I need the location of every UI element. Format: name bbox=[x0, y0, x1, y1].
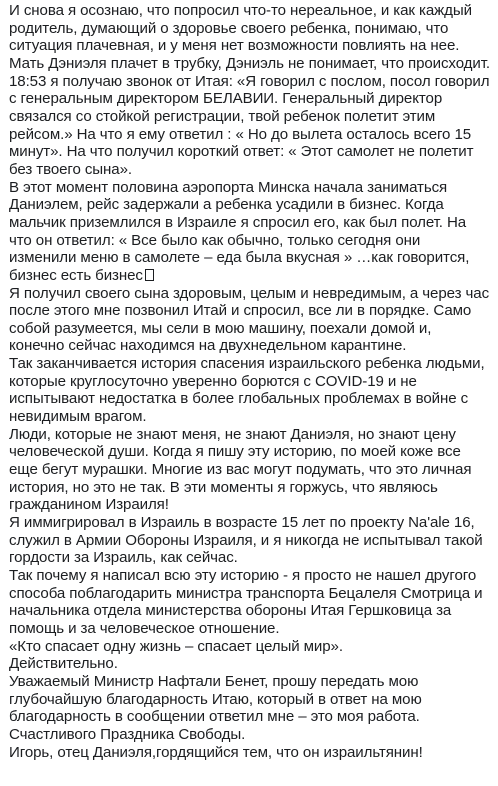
post-paragraph: Так заканчивается история спасения израильского ребенка людьми, которые круглосуточно уверенно борются с COVID-19 и не испытывают недостатка в более глобальных проблемах в войне с невидимым врагом. bbox=[9, 355, 485, 426]
post-signature: Игорь, отец Даниэля,гордящийся тем, что он израильтянин! bbox=[9, 743, 423, 761]
post-paragraph: 18:53 я получаю звонок от Итая: «Я говорил с послом, посол говорил с генеральным директором БЕЛАВИИ. Генеральный директор связался со стойкой регистрации, твой ребенок полетит этим рейсом.» На что я ему ответил : « Но до вылета осталось всего 15 минут». На что получил короткий ответ: « Этот самолет не полетит без твоего сына». bbox=[9, 72, 490, 178]
post-paragraph: Я иммигрировал в Израиль в возрасте 15 лет по проекту Na'ale 16, служил в Армии Обороны Израиля, и я никогда не испытывал такой гордости за Израиль, как сейчас. bbox=[9, 514, 483, 567]
post-greeting: Счастливого Праздника Свободы. bbox=[9, 725, 246, 743]
missing-emoji-icon bbox=[145, 269, 154, 281]
post-paragraph: Уважаемый Министр Нафтали Бенет, прошу передать мою глубочайшую благодарность Итаю, который в ответ на мою благодарность в сообщении ответил мне – это моя работа. bbox=[9, 672, 422, 726]
post-paragraph: Я получил своего сына здоровым, целым и невредимым, а через час после этого мне позвонил Итай и спросил, все ли в порядке. Само собой разумеется, мы сели в мою машину, поехали домой и, конечно сейчас находимся на двухнедельном карантине. bbox=[9, 284, 490, 355]
post-quote: «Кто спасает одну жизнь – спасает целый мир». bbox=[9, 637, 343, 655]
post-paragraph-text: В этот момент половина аэропорта Минска начала заниматься Даниэлем, рейс задержали а ребенка усадили в бизнес. Когда мальчик приземлился в Израиле я спросил его, как был полет. На что он ответил: « Все было как обычно, только сегодня они изменили меню в самолете – еда была вкусная » …как говорится, бизнес есть бизнес bbox=[9, 178, 470, 284]
post-paragraph: И снова я осознаю, что попросил что-то нереальное, и как каждый родитель, думающий о здоровье своего ребенка, понимаю, что ситуация плачевная, и у меня нет возможности повлиять на нее. bbox=[9, 2, 472, 55]
post-paragraph: Так почему я написал всю эту историю - я просто не нашел другого способа поблагодарить министра транспорта Бецалеля Смотрица и начальника отдела министерства обороны Итая Гершковица за помощь и за человеческое отношение. bbox=[9, 567, 483, 637]
post-paragraph: Действительно. bbox=[9, 655, 118, 673]
post-paragraph: Люди, которые не знают меня, не знают Даниэля, но знают цену человеческой души. Когда я пишу эту историю, по моей коже все еще бегут мурашки. Многие из вас могут подумать, что это личная история, но это не так. В эти моменты я горжусь, что являюсь гражданином Израиля! bbox=[9, 425, 472, 514]
post-paragraph bbox=[9, 179, 490, 285]
post-paragraph: Мать Дэниэля плачет в трубку, Дэниэль не понимает, что происходит. bbox=[9, 54, 490, 72]
